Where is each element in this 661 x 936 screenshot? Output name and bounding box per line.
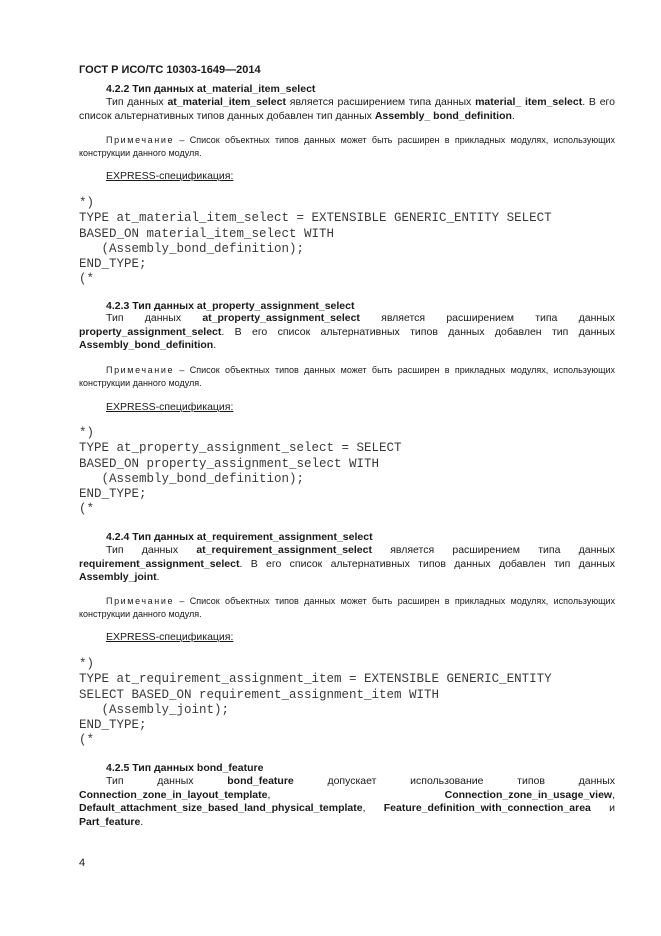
express-code-block: *) TYPE at_material_item_select = EXTENSIBLE GENERIC_ENTITY SELECT BASED_ON material_item_select WITH (Assembly_bond_definition); END_TYPE; (* [79, 196, 552, 287]
section-paragraph: Тип данных at_property_assignment_select является расширением типа данных property_assignment_select. В его список альтернативных типов данных добавлен тип данных Assembly_bond_definition. [79, 312, 615, 351]
section-paragraph: Тип данных at_requirement_assignment_select является расширением типа данных requirement_assignment_select. В его список альтернативных типов данных добавлен тип данных Assembly_joint. [79, 544, 615, 583]
document-header: ГОСТ Р ИСО/ТС 10303-1649—2014 [79, 64, 261, 76]
note: Примечание – Список объектных типов данных может быть расширен в прикладных модулях, использующих конструкции данного модуля. [79, 596, 615, 619]
express-code-block: *) TYPE at_requirement_assignment_item = EXTENSIBLE GENERIC_ENTITY SELECT BASED_ON requirement_assignment_item WITH (Assembly_joint); END_TYPE; (* [79, 657, 552, 748]
page-number: 4 [79, 857, 86, 869]
section-heading: 4.2.4 Тип данных at_requirement_assignment_select [106, 531, 373, 543]
section-heading: 4.2.3 Тип данных at_property_assignment_select [106, 300, 355, 312]
section-paragraph: Тип данных bond_feature допускает использование типов данных Connection_zone_in_layout_template, Connection_zone_in_usage_view, Default_attachment_size_based_land_physical_template, Feature_definition_with_connection_area и Part_feature. [79, 775, 616, 828]
section-heading: 4.2.5 Тип данных bond_feature [106, 762, 264, 774]
section-heading: 4.2.2 Тип данных at_material_item_select [106, 83, 316, 95]
note: Примечание – Список объектных типов данных может быть расширен в прикладных модулях, использующих конструкции данного модуля. [79, 135, 615, 158]
express-spec-label: EXPRESS-спецификация: [106, 401, 234, 413]
note: Примечание – Список объектных типов данных может быть расширен в прикладных модулях, использующих конструкции данного модуля. [79, 365, 615, 388]
express-spec-label: EXPRESS-спецификация: [106, 631, 234, 643]
section-paragraph: Тип данных at_material_item_select является расширением типа данных material_ item_select. В его список альтернативных типов данных добавлен тип данных Assembly_ bond_definition. [79, 96, 615, 122]
express-spec-label: EXPRESS-спецификация: [106, 170, 234, 182]
express-code-block: *) TYPE at_property_assignment_select = SELECT BASED_ON property_assignment_select WITH (Assembly_bond_definition); END_TYPE; (* [79, 426, 402, 517]
